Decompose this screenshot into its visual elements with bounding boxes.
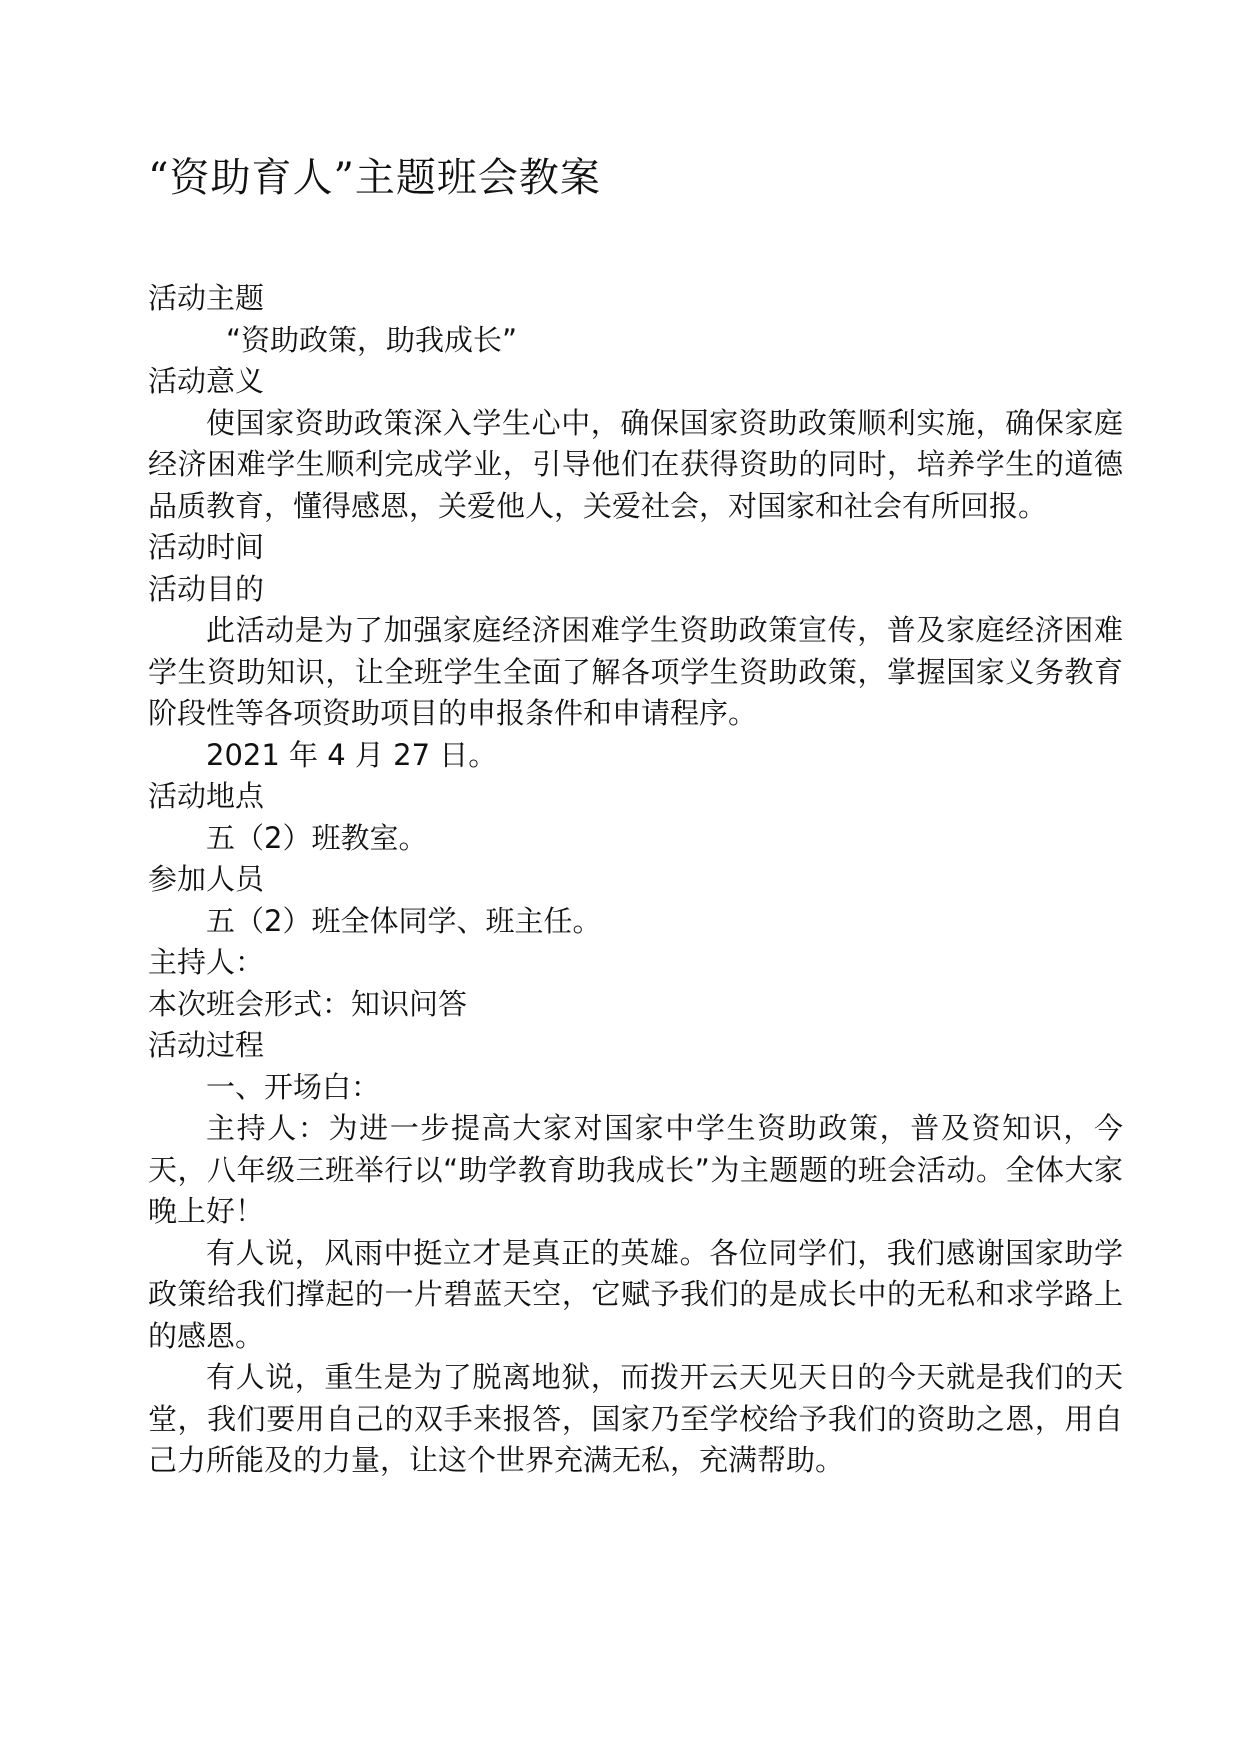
section-heading-time: 活动时间: [148, 530, 265, 564]
opening-heading: 一、开场白：: [206, 1069, 381, 1104]
body-paragraph-2: 有人说，重生是为了脱离地狱，而拨开云天见天日的今天就是我们的天堂，我们要用自己的双手来报答，国家乃至学校给予我们的资助之恩，用自己力所能及的力量，让这个世界充满无私，充满帮助。: [148, 1360, 1123, 1477]
meaning-paragraph: 使国家资助政策深入学生心中，确保国家资助政策顺利实施，确保家庭经济困难学生顺利完成学业，引导他们在获得资助的同时，培养学生的道德品质教育，懂得感恩，关爱他人，关爱社会，对国家和社会有所回报。: [148, 405, 1123, 523]
purpose-paragraph: 此活动是为了加强家庭经济困难学生资助政策宣传，普及家庭经济困难学生资助知识，让全班学生全面了解各项学生资助政策，掌握国家义务教育阶段性等各项资助项目的申报条件和申请程序。: [148, 613, 1123, 730]
section-heading-host: 主持人：: [148, 945, 265, 979]
place-paragraph: 五（2）班教室。: [206, 820, 428, 855]
section-heading-theme: 活动主题: [148, 281, 265, 315]
section-heading-participants: 参加人员: [148, 862, 265, 896]
date-paragraph: 2021 年 4 月 27 日。: [206, 737, 498, 772]
body-paragraph-1: 有人说，风雨中挺立才是真正的英雄。各位同学们，我们感谢国家助学政策给我们撑起的一片碧蓝天空，它赋予我们的是成长中的无私和求学路上的感恩。: [148, 1235, 1123, 1353]
section-heading-place: 活动地点: [148, 779, 265, 813]
participants-paragraph: 五（2）班全体同学、班主任。: [206, 903, 602, 938]
opening-paragraph: 主持人：为进一步提高大家对国家中学生资助政策，普及资知识，今天，八年级三班举行以“助学教育助我成长”为主题题的班会活动。全体大家晚上好！: [148, 1111, 1123, 1228]
document-body: [148, 278, 1123, 1482]
theme-text: “资助政策，助我成长”: [226, 322, 518, 357]
section-heading-process: 活动过程: [148, 1028, 265, 1062]
document-title: “资助育人”主题班会教案: [148, 155, 601, 201]
section-heading-format: 本次班会形式：知识问答: [148, 986, 468, 1021]
section-heading-purpose: 活动目的: [148, 571, 265, 606]
section-heading-meaning: 活动意义: [148, 364, 265, 398]
